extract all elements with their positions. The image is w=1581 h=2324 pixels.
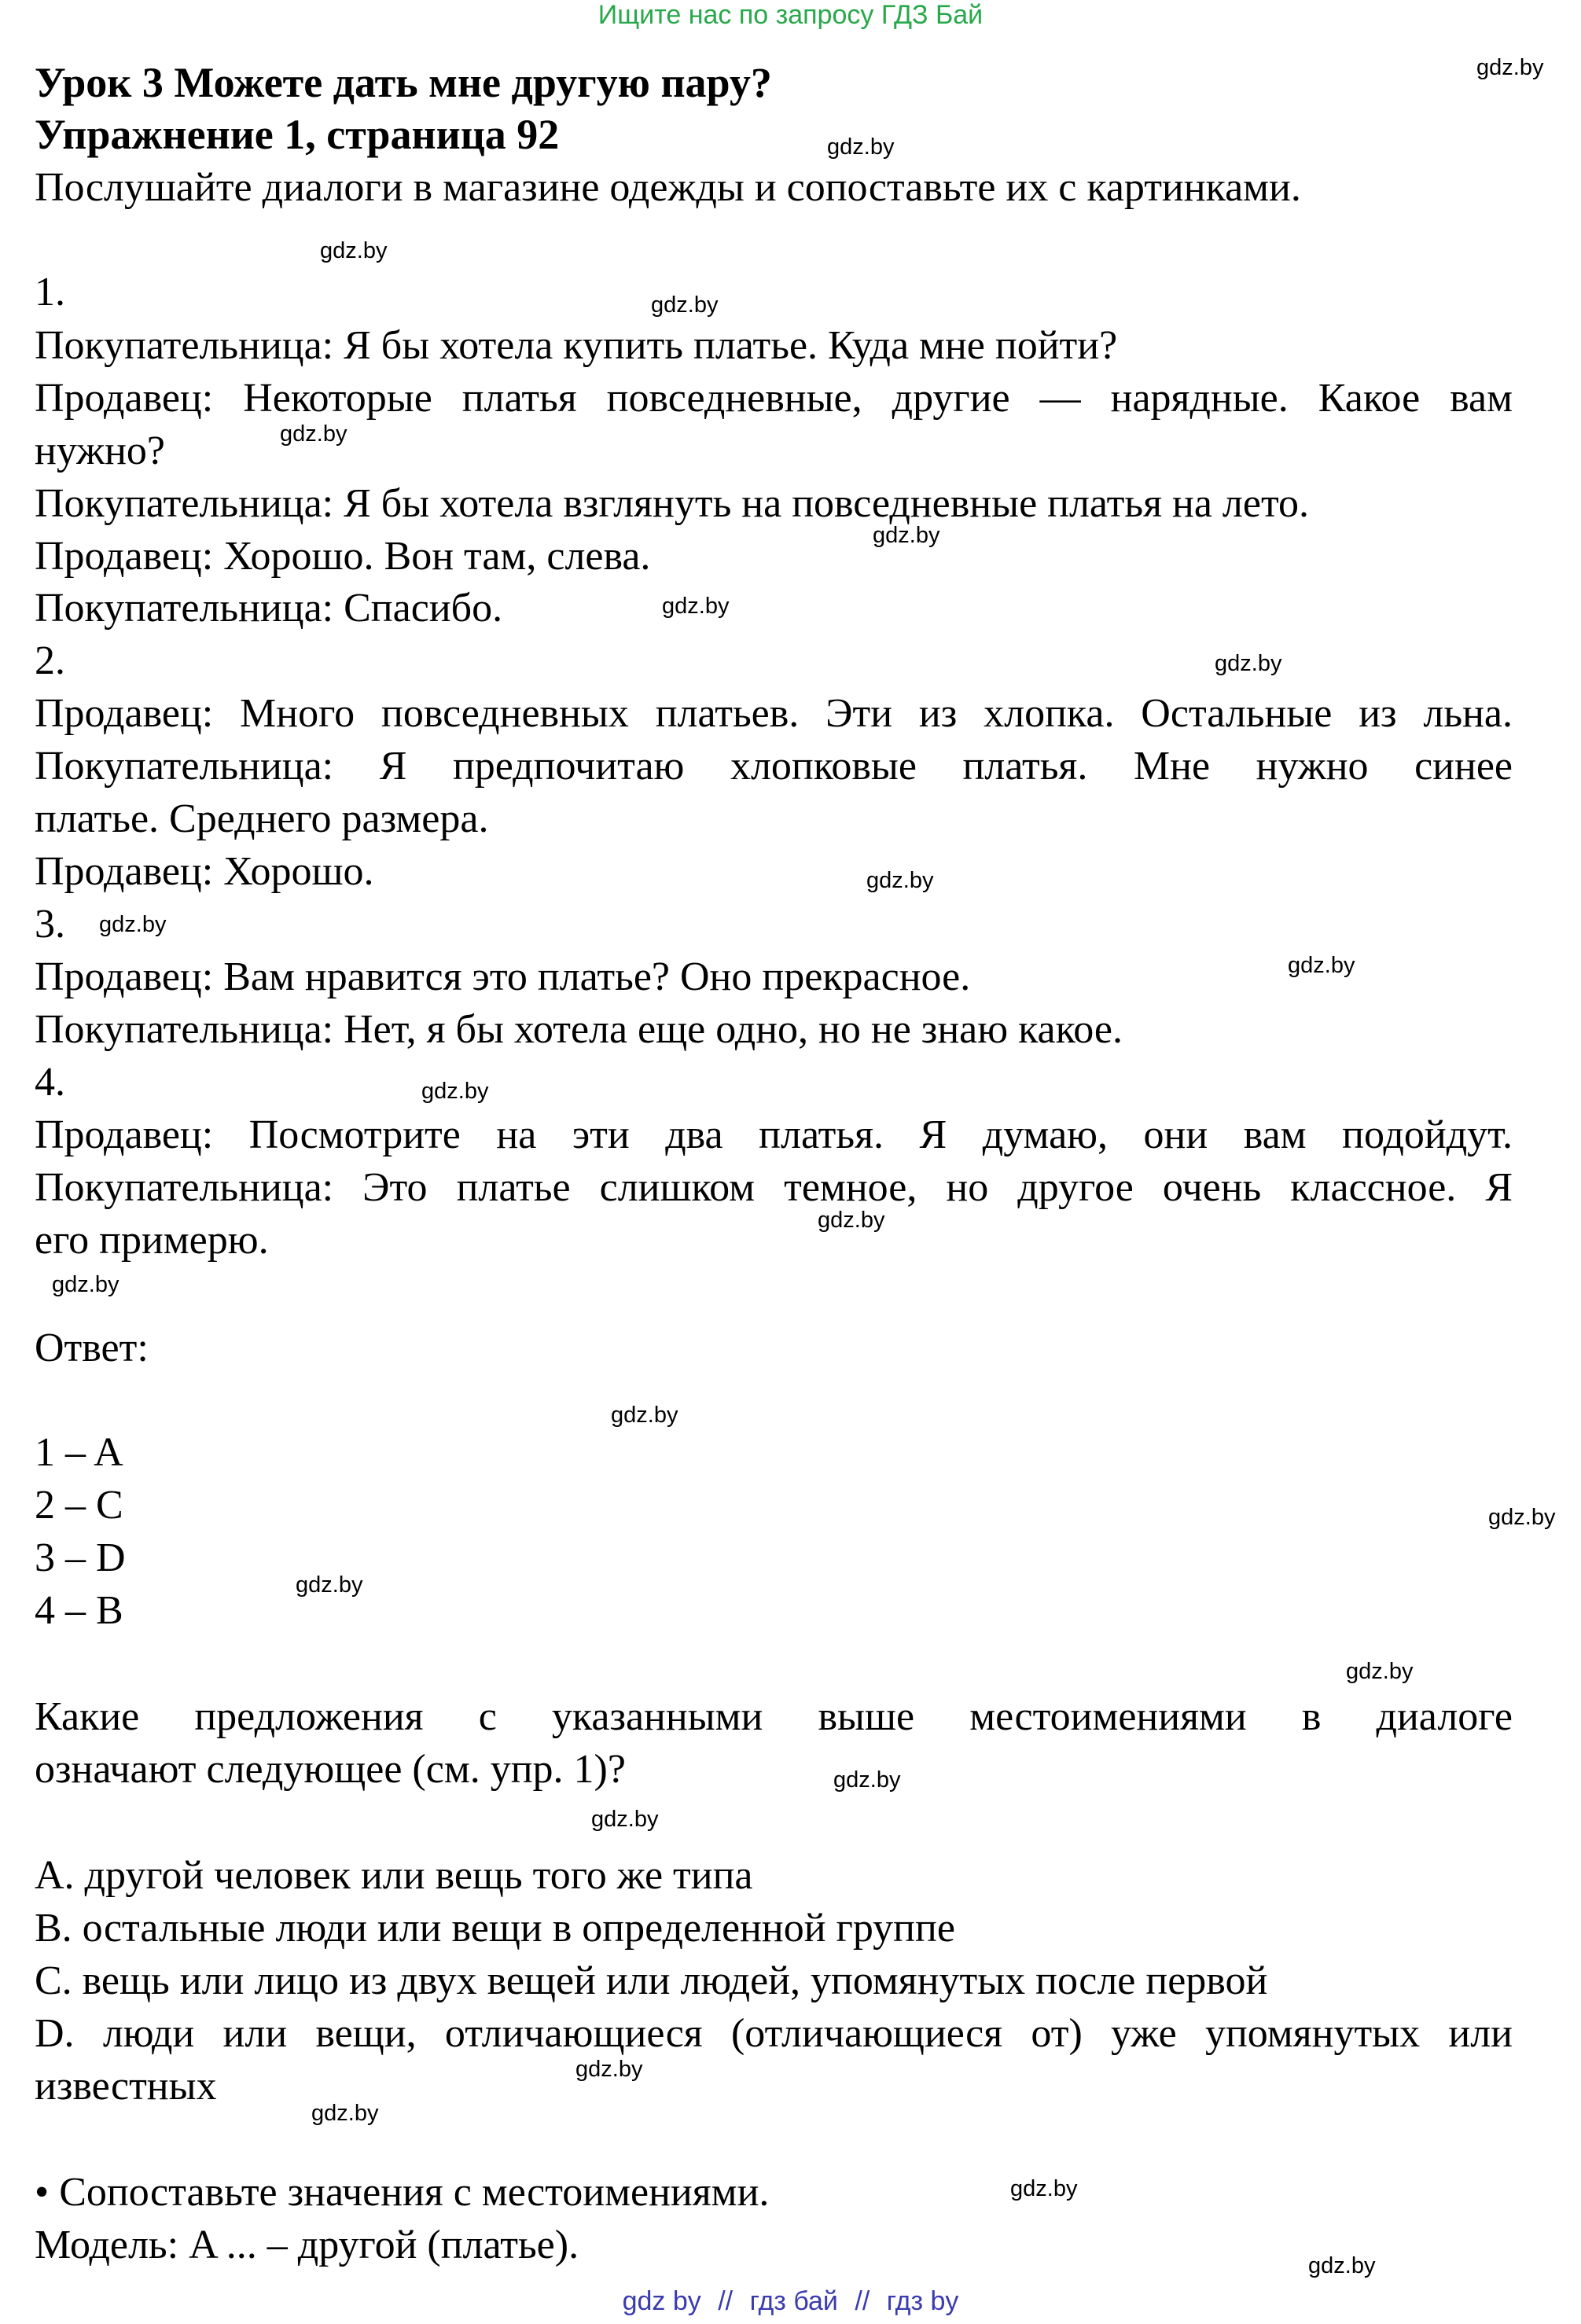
dialogue-line: Покупательница: Я бы хотела взглянуть на повседневные платья на лето. (35, 481, 1309, 526)
dialogue-line: Продавец: Посмотрите на эти два платья. Я думаю, они вам подойдут. (35, 1112, 1513, 1157)
watermark: gdz.by (1288, 953, 1355, 978)
footer-links (0, 2286, 1581, 2317)
watermark: gdz.by (591, 1807, 659, 1832)
dialogue-number-3: 3. (35, 902, 65, 947)
dialogue-line: нужно? (35, 428, 165, 473)
watermark: gdz.by (296, 1572, 363, 1598)
search-banner[interactable]: Ищите нас по запросу ГДЗ Бай (597, 0, 984, 30)
dialogue-line: Покупательница: Это платье слишком темное, но другое очень классное. Я (35, 1165, 1513, 1210)
match-task: • Сопоставьте значения с местоимениями. (35, 2170, 770, 2215)
footer-link-gdz-by[interactable]: gdz by (622, 2286, 701, 2316)
dialogue-number-1: 1. (35, 270, 65, 314)
watermark: gdz.by (866, 868, 934, 893)
watermark: gdz.by (651, 292, 719, 318)
dialogue-line: Покупательница: Я предпочитаю хлопковые платья. Мне нужно синее (35, 744, 1513, 789)
watermark: gdz.by (421, 1079, 489, 1104)
dialogue-line: Покупательница: Я бы хотела купить платье. Куда мне пойти? (35, 323, 1118, 368)
watermark: gdz.by (575, 2057, 643, 2082)
watermark: gdz.by (1308, 2253, 1376, 2278)
dialogue-line: Продавец: Много повседневных платьев. Эти из хлопка. Остальные из льна. (35, 691, 1513, 736)
lesson-title: Урок 3 Можете дать мне другую пару? (35, 59, 772, 106)
dialogue-line: Продавец: Хорошо. Вон там, слева. (35, 534, 651, 579)
watermark: gdz.by (1346, 1659, 1414, 1684)
watermark: gdz.by (833, 1767, 901, 1793)
answer-label: Ответ: (35, 1326, 149, 1370)
dialogue-line: его примерю. (35, 1218, 269, 1263)
watermark: gdz.by (52, 1272, 119, 1297)
watermark: gdz.by (311, 2101, 379, 2126)
watermark: gdz.by (1010, 2176, 1078, 2201)
dialogue-line: Покупательница: Спасибо. (35, 586, 503, 631)
option-d: D. люди или вещи, отличающиеся (отличающиеся от) уже упомянутых или (35, 2011, 1513, 2056)
watermark: gdz.by (99, 912, 167, 937)
question-text: Какие предложения с указанными выше местоимениями в диалоге (35, 1694, 1513, 1739)
option-a: A. другой человек или вещь того же типа (35, 1853, 753, 1898)
watermark: gdz.by (818, 1208, 885, 1233)
watermark: gdz.by (320, 238, 388, 263)
dialogue-line: Продавец: Хорошо. (35, 849, 374, 894)
exercise-title: Упражнение 1, страница 92 (35, 111, 560, 158)
footer-link-gdz-bai[interactable]: гдз бай (749, 2286, 838, 2316)
dialogue-number-2: 2. (35, 638, 65, 683)
watermark: gdz.by (662, 594, 730, 619)
footer-link-gdz-by-2[interactable]: гдз by (886, 2286, 959, 2316)
answer-item: 4 – B (35, 1588, 123, 1633)
watermark: gdz.by (611, 1403, 678, 1428)
answer-item: 3 – D (35, 1535, 126, 1580)
dialogue-number-4: 4. (35, 1060, 65, 1105)
watermark: gdz.by (827, 134, 895, 160)
model-text: Модель: A ... – другой (платье). (35, 2223, 579, 2267)
watermark: gdz.by (873, 523, 940, 548)
answer-item: 2 – C (35, 1483, 123, 1528)
dialogue-line: Покупательница: Нет, я бы хотела еще одно, но не знаю какое. (35, 1007, 1123, 1052)
watermark: gdz.by (1215, 651, 1282, 676)
task-text: Послушайте диалоги в магазине одежды и сопоставьте их с картинками. (35, 165, 1301, 210)
footer-separator: // (855, 2286, 870, 2316)
dialogue-line: платье. Среднего размера. (35, 796, 489, 841)
option-d-continued: известных (35, 2064, 217, 2109)
question-text: означают следующее (см. упр. 1)? (35, 1747, 626, 1792)
dialogue-line: Продавец: Вам нравится это платье? Оно прекрасное. (35, 954, 971, 999)
footer-separator: // (718, 2286, 734, 2316)
option-c: C. вещь или лицо из двух вещей или людей, упомянутых после первой (35, 1958, 1268, 2003)
watermark: gdz.by (1488, 1505, 1556, 1530)
watermark: gdz.by (280, 421, 347, 447)
option-b: B. остальные люди или вещи в определенной группе (35, 1906, 955, 1951)
dialogue-line: Продавец: Некоторые платья повседневные, другие — нарядные. Какое вам (35, 376, 1513, 421)
watermark: gdz.by (1476, 55, 1544, 80)
answer-item: 1 – A (35, 1430, 123, 1475)
